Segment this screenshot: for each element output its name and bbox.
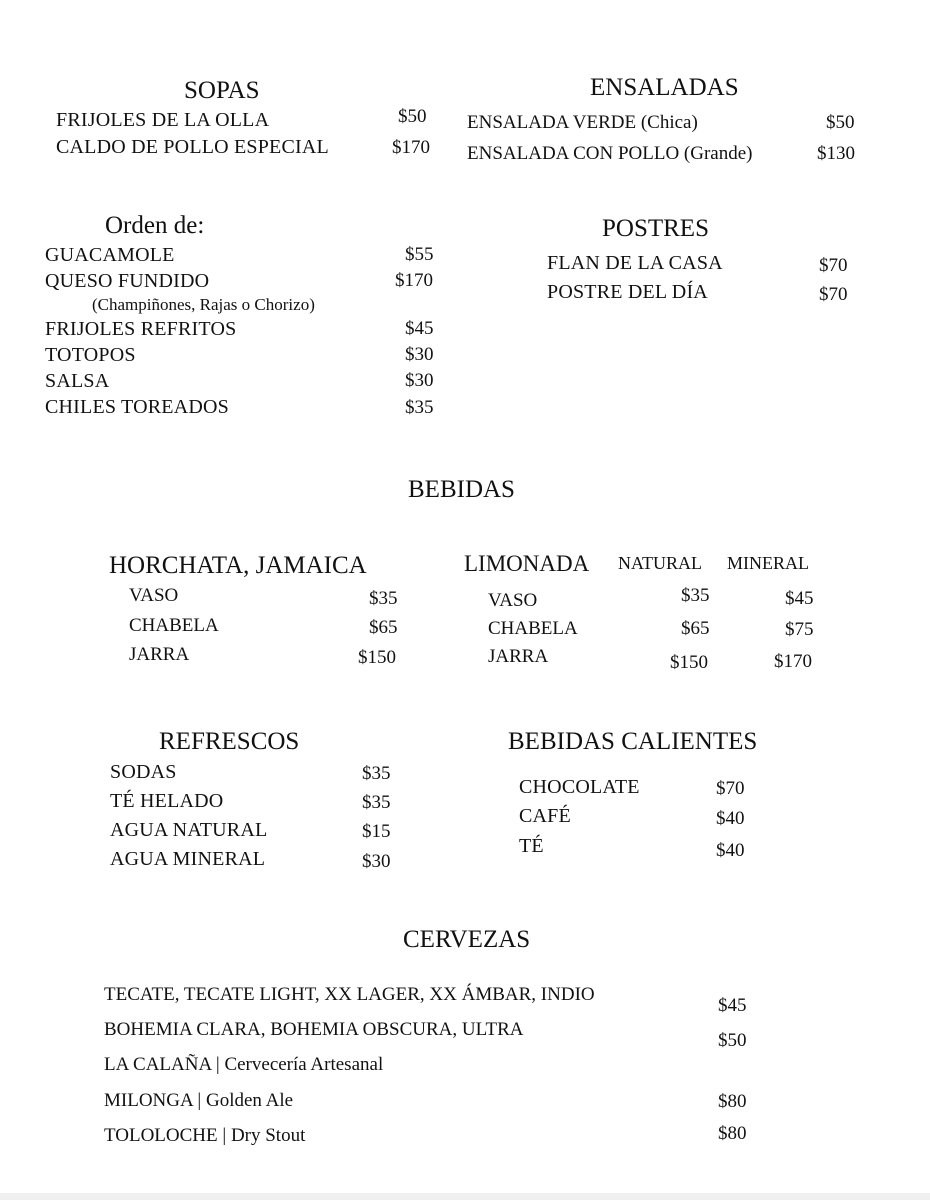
menu-item-price: $35: [405, 397, 434, 418]
menu-item-price: $170: [774, 651, 812, 672]
menu-item-price: $30: [362, 851, 391, 872]
menu-item-price: $70: [819, 284, 848, 305]
menu-item-price: $80: [718, 1123, 747, 1144]
menu-item-name: FLAN DE LA CASA: [547, 252, 723, 274]
menu-item-price: $75: [785, 619, 814, 640]
page-bottom-edge: [0, 1193, 930, 1200]
postres-title: POSTRES: [602, 215, 709, 242]
menu-item-name: CHOCOLATE: [519, 776, 640, 798]
menu-item-name: CHABELA: [488, 618, 578, 639]
menu-item-name: LA CALAÑA | Cervecería Artesanal: [104, 1054, 384, 1075]
menu-item-note: (Champiñones, Rajas o Chorizo): [92, 295, 315, 314]
menu-item-name: FRIJOLES REFRITOS: [45, 318, 237, 340]
column-header-natural: NATURAL: [618, 553, 702, 573]
limonada-title: LIMONADA: [464, 551, 590, 576]
menu-item-price: $50: [398, 106, 427, 127]
menu-item-price: $40: [716, 808, 745, 829]
menu-item-name: VASO: [488, 590, 538, 611]
menu-item-price: $65: [369, 617, 398, 638]
menu-item-name: CHILES TOREADOS: [45, 396, 229, 418]
menu-item-name: VASO: [129, 585, 179, 606]
menu-item-price: $45: [718, 995, 747, 1016]
sopas-title: SOPAS: [184, 77, 260, 104]
refrescos-title: REFRESCOS: [159, 728, 300, 755]
menu-item-name: CALDO DE POLLO ESPECIAL: [56, 136, 329, 158]
menu-item-price: $170: [395, 270, 433, 291]
menu-item-name: TOTOPOS: [45, 344, 136, 366]
menu-item-price: $30: [405, 344, 434, 365]
menu-item-name: SODAS: [110, 761, 177, 783]
column-header-mineral: MINERAL: [727, 553, 809, 573]
menu-item-price: $130: [817, 143, 855, 164]
menu-item-name: CHABELA: [129, 615, 219, 636]
menu-item-price: $65: [681, 618, 710, 639]
menu-item-price: $80: [718, 1091, 747, 1112]
menu-item-name: BOHEMIA CLARA, BOHEMIA OBSCURA, ULTRA: [104, 1019, 524, 1040]
menu-item-name: AGUA NATURAL: [110, 819, 268, 841]
menu-item-name: ENSALADA CON POLLO (Grande): [467, 143, 753, 164]
menu-item-price: $35: [362, 792, 391, 813]
menu-item-name: GUACAMOLE: [45, 244, 175, 266]
menu-item-price: $55: [405, 244, 434, 265]
menu-item-price: $35: [681, 585, 710, 606]
menu-item-name: SALSA: [45, 370, 110, 392]
menu-item-name: QUESO FUNDIDO: [45, 270, 210, 292]
menu-item-name: AGUA MINERAL: [110, 848, 266, 870]
menu-item-price: $30: [405, 370, 434, 391]
menu-item-name: JARRA: [129, 644, 190, 665]
menu-item-price: $70: [716, 778, 745, 799]
menu-item-name: TÉ: [519, 835, 544, 857]
menu-item-name: TECATE, TECATE LIGHT, XX LAGER, XX ÁMBAR, INDIO: [104, 984, 595, 1005]
ensaladas-title: ENSALADAS: [590, 74, 739, 101]
menu-item-price: $45: [405, 318, 434, 339]
menu-item-price: $170: [392, 137, 430, 158]
menu-item-price: $150: [670, 652, 708, 673]
menu-item-price: $70: [819, 255, 848, 276]
menu-item-price: $35: [369, 588, 398, 609]
menu-item-price: $150: [358, 647, 396, 668]
menu-item-name: MILONGA | Golden Ale: [104, 1090, 294, 1111]
cervezas-title: CERVEZAS: [403, 926, 531, 953]
orden-title: Orden de:: [105, 212, 205, 239]
menu-item-name: JARRA: [488, 646, 549, 667]
calientes-title: BEBIDAS CALIENTES: [508, 728, 758, 755]
menu-item-name: TOLOLOCHE | Dry Stout: [104, 1125, 306, 1146]
menu-item-price: $50: [826, 112, 855, 133]
menu-item-name: POSTRE DEL DÍA: [547, 281, 708, 303]
menu-item-name: TÉ HELADO: [110, 790, 224, 812]
menu-item-name: FRIJOLES DE LA OLLA: [56, 109, 270, 131]
menu-item-price: $40: [716, 840, 745, 861]
menu-item-name: CAFÉ: [519, 805, 571, 827]
menu-item-name: ENSALADA VERDE (Chica): [467, 112, 698, 133]
menu-item-price: $45: [785, 588, 814, 609]
horchata-title: HORCHATA, JAMAICA: [109, 552, 367, 579]
menu-item-price: $15: [362, 821, 391, 842]
menu-item-price: $35: [362, 763, 391, 784]
bebidas-title: BEBIDAS: [408, 476, 515, 503]
menu-item-price: $50: [718, 1030, 747, 1051]
